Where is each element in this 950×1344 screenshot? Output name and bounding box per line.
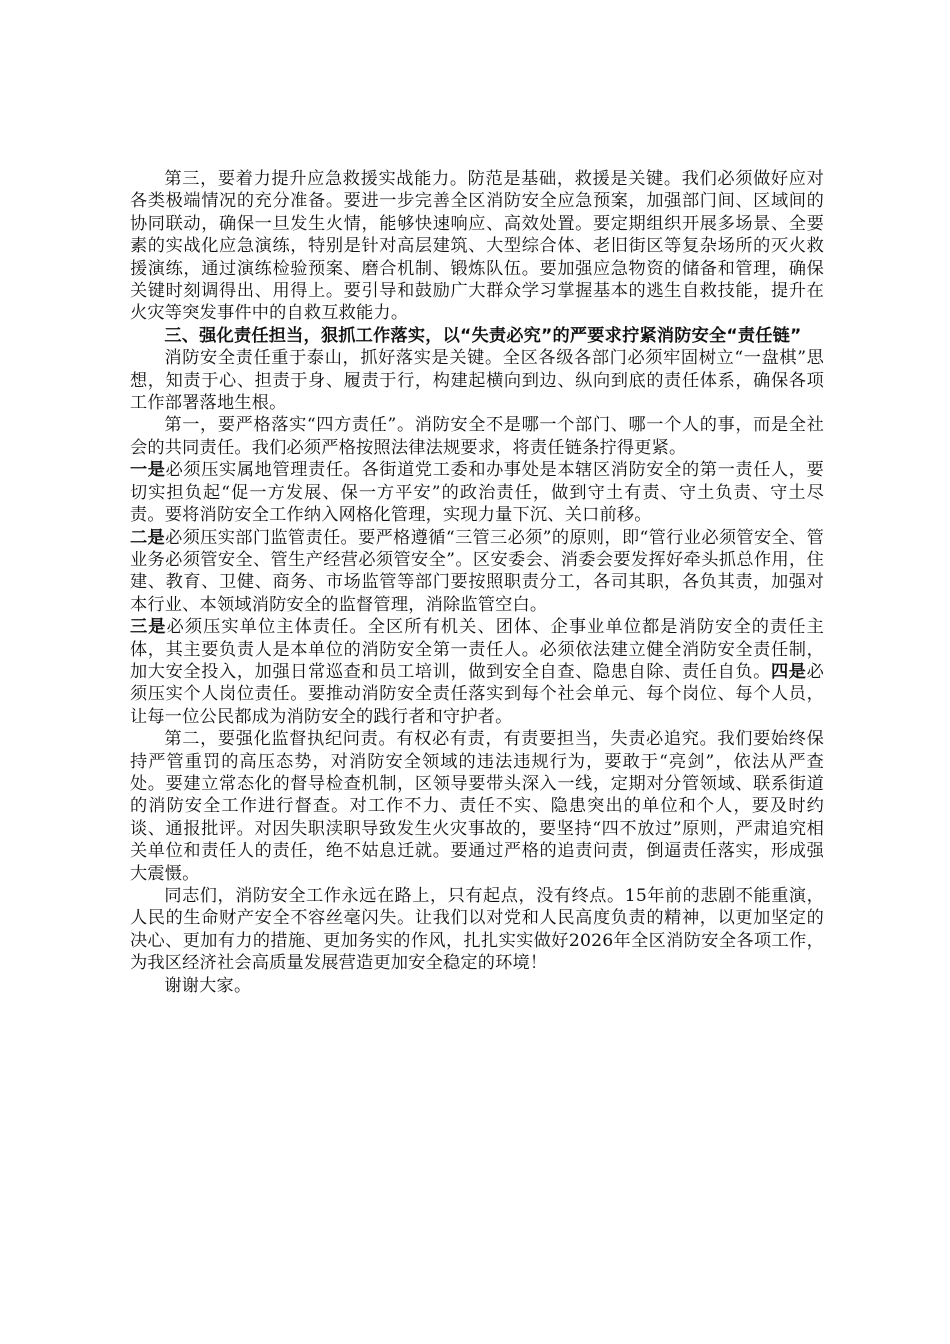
point-two-label: 二是 [130,527,166,548]
point-one-label: 一是 [130,460,166,481]
paragraph-point-two [130,527,824,617]
paragraph-emergency-rescue: 第三，要着力提升应急救援实战能力。防范是基础，救援是关键。我们必须做好应对各类极端情况的充分准备。要进一步完善全区消防安全应急预案，加强部门间、区域间的协同联动，确保一旦发生火情，能够快速响应、高效处置。要定期组织开展多场景、全要素的实战化应急演练，特别是针对高层建筑、大型综合体、老旧街区等复杂场所的灭火救援演练，通过演练检验预案、磨合机制、锻炼队伍。要加强应急物资的储备和管理，确保关键时刻调得出、用得上。要引导和鼓励广大群众学习掌握基本的逃生自救技能，提升在火灾等突发事件中的自救互救能力。 [130,169,824,324]
section-heading-three: 三、强化责任担当，狠抓工作落实，以“失责必究”的严要求拧紧消防安全“责任链” [164,325,802,346]
paragraph-closing: 同志们，消防安全工作永远在路上，只有起点，没有终点。15年前的悲剧不能重演，人民的生命财产安全不容丝毫闪失。让我们以对党和人民高度负责的精神，以更加坚定的决心、更加有力的措施、更加务实的作风，扎扎实实做好2026年全区消防安全各项工作，为我区经济社会高质量发展营造更加安全稳定的环境！ [130,886,824,974]
point-four-label: 四是 [770,661,807,682]
paragraph-point-one [130,459,824,526]
paragraph-thanks: 谢谢大家。 [164,975,252,996]
document-page [130,168,824,997]
point-two-text: 必须压实部门监管责任。要严格遵循“三管三必须”的原则，即“管行业必须管安全、管业务必须管安全、管生产经营必须管安全”。区安委会、消委会要发挥好牵头抓总作用，住建、教育、卫健、商务、市场监管等部门要按照职责分工，各司其职，各负其责，加强对本行业、本领域消防安全的监督管理，消除监管空白。 [130,527,824,615]
point-one-text: 必须压实属地管理责任。各街道党工委和办事处是本辖区消防安全的第一责任人，要切实担负起“促一方发展、保一方平安”的政治责任，做到守土有责、守土负责、守土尽责。要将消防安全工作纳入网格化管理，实现力量下沉、关口前移。 [130,460,825,526]
paragraph-point-three-four [130,616,824,728]
point-four-text: 必须压实个人岗位责任。要推动消防安全责任落实到每个社会单元、每个岗位、每个人员，让每一位公民都成为消防安全的践行者和守护者。 [130,661,824,727]
paragraph-responsibility-intro: 消防安全责任重于泰山，抓好落实是关键。全区各级各部门必须牢固树立“一盘棋”思想，知责于心、担责于身、履责于行，构建起横向到边、纵向到底的责任体系，确保各项工作部署落地生根。 [130,348,824,414]
paragraph-four-responsibilities: 第一，要严格落实“四方责任”。消防安全不是哪一个部门、哪一个人的事，而是全社会的共同责任。我们必须严格按照法律法规要求，将责任链条拧得更紧。 [130,415,824,458]
point-three-text: 必须压实单位主体责任。全区所有机关、团体、企事业单位都是消防安全的责任主体，其主要负责人是本单位的消防安全第一责任人。必须依法建立健全消防安全责任制，加大安全投入，加强日常巡查和员工培训，做到安全自查、隐患自除、责任自负。 [130,617,824,682]
point-three-label: 三是 [130,617,167,638]
paragraph-supervision-accountability: 第二，要强化监督执纪问责。有权必有责，有责要担当，失责必追究。我们要始终保持严管重罚的高压态势，对消防安全领域的违法违规行为，要敢于“亮剑”，依法从严查处。要建立常态化的督导检查机制，区领导要带头深入一线，定期对分管领域、联系街道的消防安全工作进行督查。对工作不力、责任不实、隐患突出的单位和个人，要及时约谈、通报批评。对因失职渎职导致发生火灾事故的，要坚持“四不放过”原则，严肃追究相关单位和责任人的责任，绝不姑息迁就。要通过严格的追责问责，倒逼责任落实，形成强大震慑。 [130,729,824,884]
